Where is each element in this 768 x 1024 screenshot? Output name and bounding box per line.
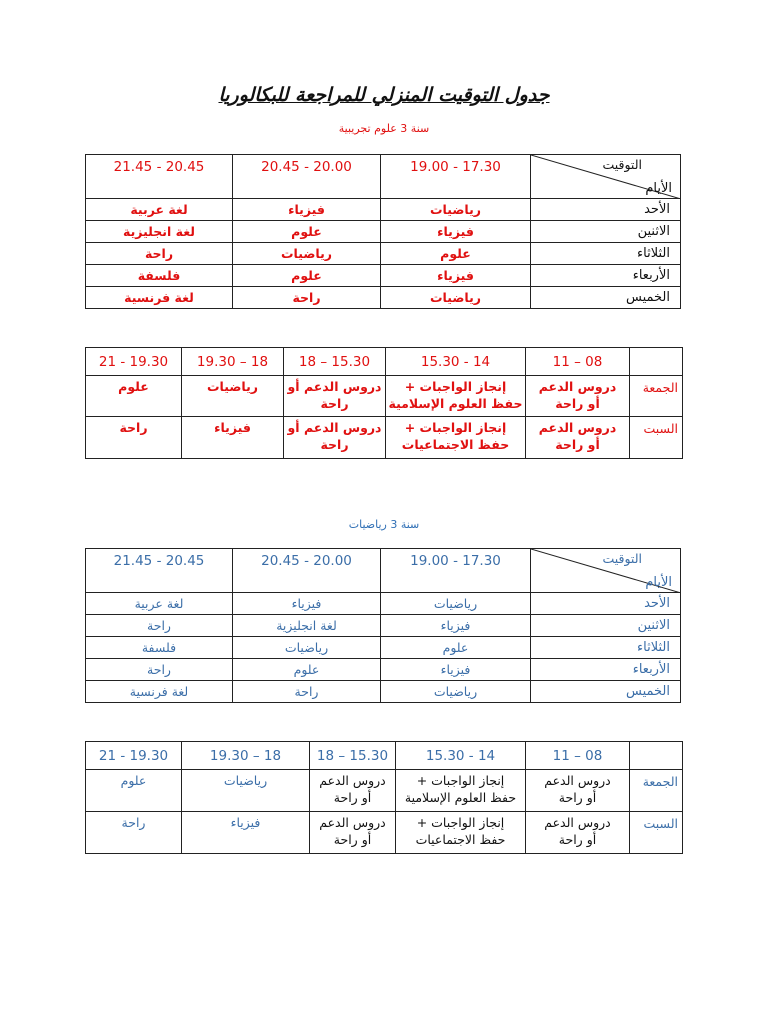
day-label: الجمعة: [630, 376, 683, 417]
table-row: [86, 376, 683, 417]
subject-cell: فيزياء: [182, 417, 284, 459]
section2-subtitle: سنة 3 رياضيات: [348, 518, 420, 531]
empty-header-cell: [630, 348, 683, 376]
corner-header: [531, 155, 681, 199]
table-row: [86, 593, 681, 615]
subject-cell: رياضيات: [381, 593, 531, 615]
subject-cell: دروس الدعم أو راحة: [526, 812, 630, 854]
subject-cell: لغة عربية: [86, 593, 233, 615]
day-label: السبت: [630, 417, 683, 459]
table-row: [86, 770, 683, 812]
subject-cell: علوم: [233, 659, 381, 681]
time-header: 18 – 15.30: [284, 348, 386, 376]
time-header: 19.30 – 18: [182, 742, 310, 770]
time-header: 21.45 - 20.45: [86, 155, 233, 199]
day-label: السبت: [630, 812, 683, 854]
subject-cell: فيزياء: [182, 812, 310, 854]
table-row: [86, 265, 681, 287]
time-header: 11 – 08: [526, 348, 630, 376]
subject-cell: فيزياء: [381, 659, 531, 681]
subject-cell: لغة فرنسية: [86, 681, 233, 703]
subject-cell: رياضيات: [233, 637, 381, 659]
empty-header-cell: [630, 742, 683, 770]
subject-cell: رياضيات: [182, 770, 310, 812]
time-header: 11 – 08: [526, 742, 630, 770]
table-row: [86, 681, 681, 703]
time-header: 19.00 - 17.30: [381, 549, 531, 593]
day-label: الاثنين: [531, 221, 681, 243]
table-row: [86, 417, 683, 459]
subject-cell: رياضيات: [381, 199, 531, 221]
subject-cell: فيزياء: [381, 221, 531, 243]
day-label: الأحد: [531, 593, 681, 615]
subject-cell: دروس الدعم أو راحة: [526, 376, 630, 417]
table-row: [86, 659, 681, 681]
subject-cell: راحة: [233, 287, 381, 309]
corner-header: [531, 549, 681, 593]
section1-weekend-table: [85, 347, 683, 459]
day-label: الخميس: [531, 287, 681, 309]
table-row: [86, 637, 681, 659]
day-label: الثلاثاء: [531, 243, 681, 265]
time-header: 21 - 19.30: [86, 742, 182, 770]
day-label: الأربعاء: [531, 659, 681, 681]
subject-cell: رياضيات: [182, 376, 284, 417]
table-row: [86, 812, 683, 854]
day-label: الأحد: [531, 199, 681, 221]
subject-cell: لغة انجليزية: [86, 221, 233, 243]
section2-weekend-table: [85, 741, 683, 854]
subject-cell: لغة انجليزية: [233, 615, 381, 637]
subject-cell: راحة: [86, 615, 233, 637]
subject-cell: إنجاز الواجبات + حفظ العلوم الإسلامية: [386, 376, 526, 417]
subject-cell: دروس الدعم أو راحة: [310, 770, 396, 812]
subject-cell: فيزياء: [381, 615, 531, 637]
time-header: 20.45 - 20.00: [233, 549, 381, 593]
subject-cell: دروس الدعم أو راحة: [284, 376, 386, 417]
subject-cell: رياضيات: [381, 681, 531, 703]
corner-label-time: التوقيت: [602, 551, 642, 566]
day-label: الاثنين: [531, 615, 681, 637]
corner-label-days: الأيام: [645, 181, 672, 196]
time-header: 19.00 - 17.30: [381, 155, 531, 199]
table-row: [86, 615, 681, 637]
subject-cell: علوم: [86, 770, 182, 812]
subject-cell: دروس الدعم أو راحة: [284, 417, 386, 459]
subject-cell: راحة: [86, 659, 233, 681]
section1-weekday-table: [85, 154, 681, 309]
time-header: 21.45 - 20.45: [86, 549, 233, 593]
subject-cell: لغة عربية: [86, 199, 233, 221]
table-row: [86, 243, 681, 265]
time-header: 15.30 - 14: [396, 742, 526, 770]
subject-cell: علوم: [86, 376, 182, 417]
subject-cell: فلسفة: [86, 637, 233, 659]
subject-cell: دروس الدعم أو راحة: [526, 417, 630, 459]
subject-cell: فيزياء: [381, 265, 531, 287]
table-row: [86, 221, 681, 243]
subject-cell: رياضيات: [233, 243, 381, 265]
subject-cell: راحة: [86, 243, 233, 265]
subject-cell: رياضيات: [381, 287, 531, 309]
subject-cell: علوم: [233, 221, 381, 243]
time-header: 21 - 19.30: [86, 348, 182, 376]
section1-subtitle: سنة 3 علوم تجريبية: [338, 122, 430, 135]
subject-cell: راحة: [233, 681, 381, 703]
table-row: [86, 199, 681, 221]
subject-cell: راحة: [86, 417, 182, 459]
subject-cell: فيزياء: [233, 199, 381, 221]
subject-cell: إنجاز الواجبات + حفظ الاجتماعيات: [396, 812, 526, 854]
table-row: [86, 287, 681, 309]
page-title: جدول التوقيت المنزلي للمراجعة للبكالوريا: [218, 84, 550, 106]
subject-cell: علوم: [381, 243, 531, 265]
subject-cell: فيزياء: [233, 593, 381, 615]
corner-label-days: الأيام: [645, 575, 672, 590]
day-label: الجمعة: [630, 770, 683, 812]
section2-weekday-table: [85, 548, 681, 703]
subject-cell: إنجاز الواجبات + حفظ العلوم الإسلامية: [396, 770, 526, 812]
day-label: الأربعاء: [531, 265, 681, 287]
time-header: 15.30 - 14: [386, 348, 526, 376]
subject-cell: فلسفة: [86, 265, 233, 287]
time-header: 20.45 - 20.00: [233, 155, 381, 199]
day-label: الثلاثاء: [531, 637, 681, 659]
time-header: 19.30 – 18: [182, 348, 284, 376]
subject-cell: لغة فرنسية: [86, 287, 233, 309]
day-label: الخميس: [531, 681, 681, 703]
subject-cell: دروس الدعم أو راحة: [526, 770, 630, 812]
subject-cell: راحة: [86, 812, 182, 854]
subject-cell: علوم: [233, 265, 381, 287]
subject-cell: إنجاز الواجبات + حفظ الاجتماعيات: [386, 417, 526, 459]
time-header: 18 – 15.30: [310, 742, 396, 770]
corner-label-time: التوقيت: [602, 157, 642, 172]
subject-cell: علوم: [381, 637, 531, 659]
subject-cell: دروس الدعم أو راحة: [310, 812, 396, 854]
